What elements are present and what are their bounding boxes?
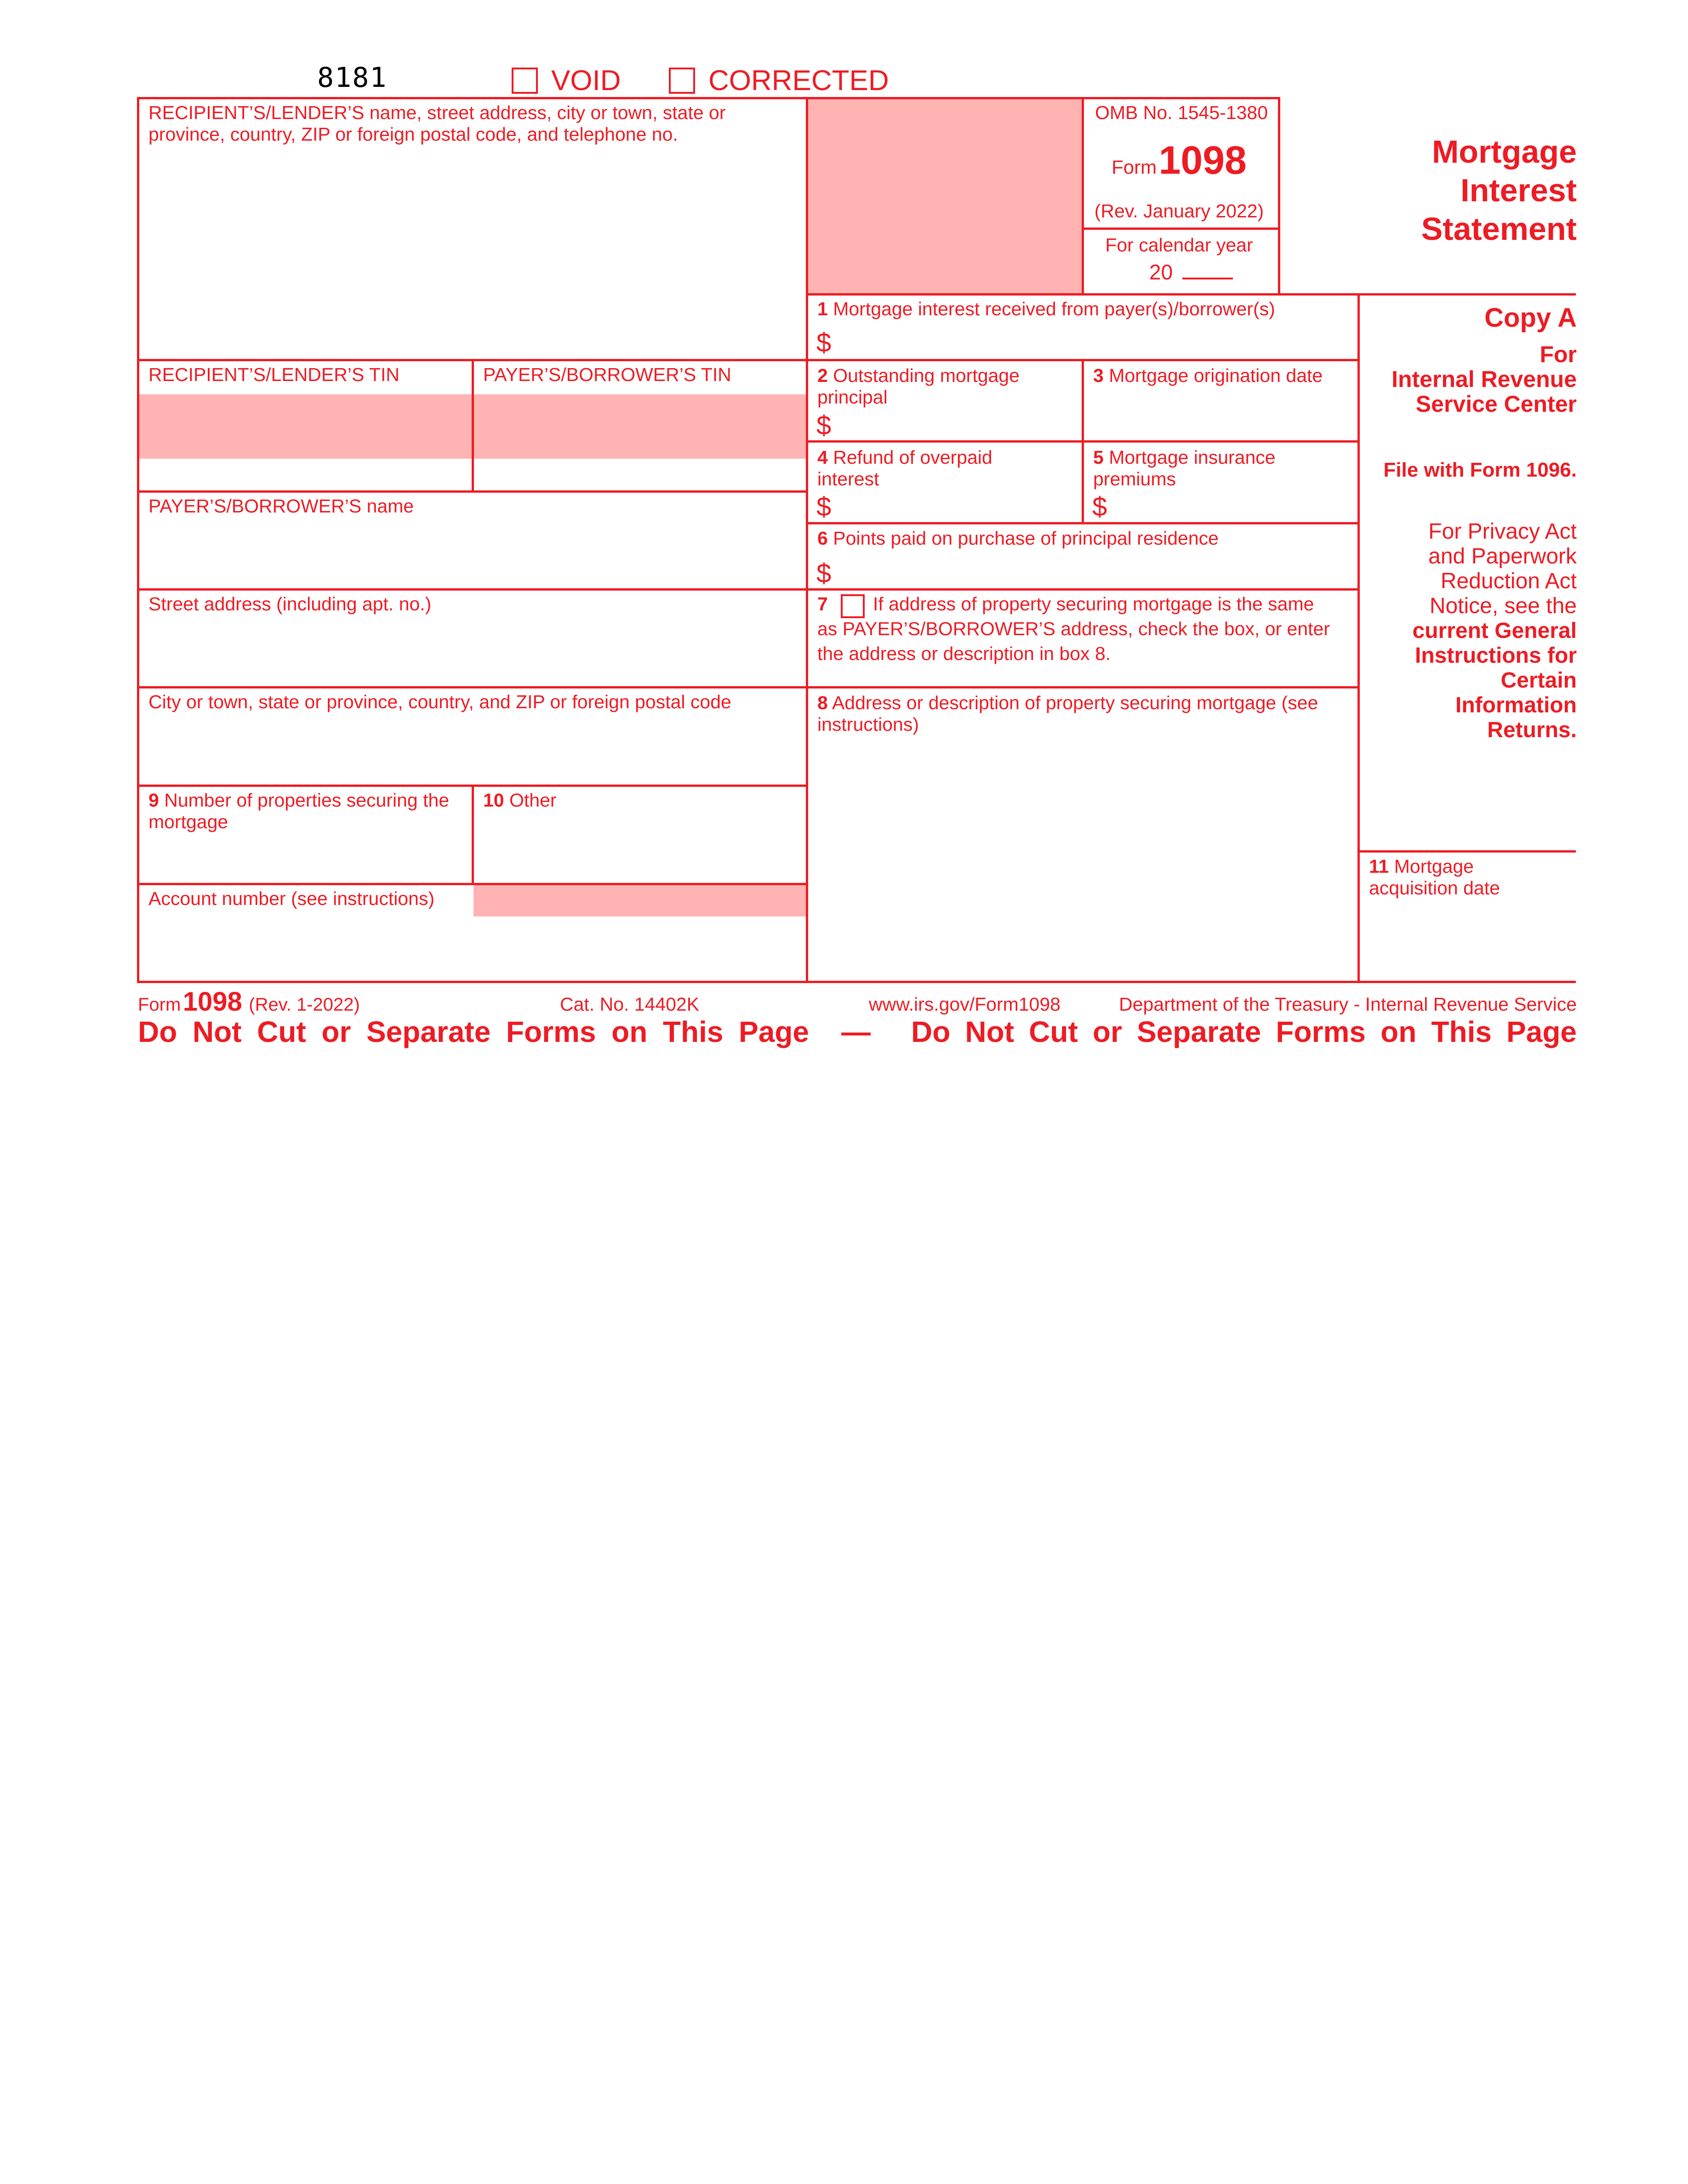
vline-side-panel — [1357, 293, 1360, 983]
calendar-year-label: For calendar year — [1105, 234, 1253, 256]
account-label: Account number (see instructions) — [148, 888, 435, 909]
do-not-cut-left: Do Not Cut or Separate Forms on This Page — [138, 1015, 809, 1048]
void-label: VOID — [551, 65, 621, 97]
copy-a-label: Copy A — [1484, 303, 1577, 333]
hline-box11-top — [1357, 850, 1576, 853]
hline-box8-top — [806, 686, 1360, 688]
form-number: Form 1098 — [1112, 138, 1247, 182]
hline-form-id-divider — [1082, 228, 1279, 230]
vline-tin-split — [472, 360, 474, 492]
box1-dollar: $ — [816, 328, 832, 358]
recipient-tin-field[interactable] — [138, 394, 472, 459]
box6-label: 6 Points paid on purchase of principal residence — [817, 528, 1219, 549]
box5-dollar: $ — [1092, 492, 1107, 522]
hline-box7-top — [806, 588, 1360, 591]
box9-label: 9 Number of properties securing the mortgage — [148, 790, 450, 832]
box4-dollar: $ — [816, 492, 832, 522]
vline-form-id — [1082, 97, 1084, 295]
file-with-label: File with Form 1096. — [1383, 459, 1577, 481]
do-not-cut-right: Do Not Cut or Separate Forms on This Page — [911, 1015, 1577, 1048]
payer-name-label: PAYER’S/BORROWER’S name — [148, 495, 414, 517]
omb-number: OMB No. 1545-1380 — [1095, 102, 1268, 123]
payer-tin-field[interactable] — [473, 394, 807, 459]
hline-tin-top — [137, 359, 808, 361]
box5-label: 5 Mortgage insurance premiums — [1093, 447, 1276, 489]
account-shaded-area — [473, 885, 807, 916]
hline-city-top — [137, 686, 808, 688]
hline-account-top — [137, 883, 808, 885]
corrected-label: CORRECTED — [708, 65, 889, 97]
form-code: 8181 — [317, 62, 388, 94]
frame-left — [137, 97, 139, 983]
void-checkbox[interactable] — [512, 68, 538, 94]
box2-dollar: $ — [816, 410, 832, 440]
irs-center-label: For Internal Revenue Service Center — [1391, 341, 1577, 417]
box7-line1: If address of property securing mortgage is the same — [873, 593, 1314, 614]
privacy-notice: For Privacy Act and Paperwork Reduction Act Notice, see the current General Instructions for Certain Information Returns. — [1412, 519, 1577, 742]
footer-url: www.irs.gov/Form1098 — [869, 994, 1061, 1015]
calendar-year-field[interactable]: 20 — [1149, 259, 1233, 285]
vline-box9-split — [472, 785, 474, 885]
shaded-area-top — [807, 98, 1083, 294]
frame-form-id-right — [1278, 97, 1280, 295]
payer-tin-label: PAYER’S/BORROWER’S TIN — [483, 364, 731, 385]
frame-bottom — [137, 981, 1576, 983]
hline-box2-top — [806, 359, 1360, 361]
box11-label: 11 Mortgage acquisition date — [1369, 856, 1500, 899]
recipient-info-label: RECIPIENT’S/LENDER’S name, street address, city or town, state or province, country, ZIP or foreign postal code, and telephone no. — [148, 102, 726, 145]
hline-payer-name-top — [137, 490, 808, 493]
hline-street-top — [137, 588, 808, 591]
frame-top-left — [137, 97, 1280, 99]
vline-main-split — [806, 97, 808, 983]
hline-box4-top — [806, 440, 1360, 443]
footer-dept: Department of the Treasury - Internal Revenue Service — [1119, 994, 1577, 1015]
box7-line3: the address or description in box 8. — [817, 643, 1111, 664]
footer-cat-no: Cat. No. 14402K — [560, 994, 700, 1015]
box10-label: 10 Other — [483, 790, 557, 811]
box1-label: 1 Mortgage interest received from payer(s)/borrower(s) — [817, 298, 1275, 319]
recipient-tin-label: RECIPIENT’S/LENDER’S TIN — [148, 364, 400, 385]
street-label: Street address (including apt. no.) — [148, 593, 432, 614]
box7-number: 7 — [817, 593, 828, 614]
do-not-cut-dash: — — [841, 1015, 871, 1048]
box4-label: 4 Refund of overpaid interest — [817, 447, 992, 489]
frame-form-id-bottom — [806, 293, 1576, 296]
city-label: City or town, state or province, country, and ZIP or foreign postal code — [148, 691, 731, 712]
box1-input[interactable] — [837, 329, 1352, 357]
hline-box9-top — [137, 785, 808, 787]
form-revision: (Rev. January 2022) — [1094, 200, 1264, 222]
box2-label: 2 Outstanding mortgage principal — [817, 365, 1020, 408]
box7-line2: as PAYER’S/BORROWER’S address, check the box, or enter — [817, 618, 1330, 639]
hline-box6-top — [806, 522, 1360, 524]
box8-label: 8 Address or description of property securing mortgage (see instructions) — [817, 692, 1318, 735]
box3-label: 3 Mortgage origination date — [1093, 365, 1323, 386]
box7-checkbox[interactable] — [841, 594, 865, 618]
box6-dollar: $ — [816, 558, 832, 588]
footer-form-id: Form 1098 (Rev. 1-2022) — [138, 987, 360, 1017]
corrected-checkbox[interactable] — [669, 68, 695, 94]
form-title: Mortgage Interest Statement — [1421, 134, 1577, 247]
